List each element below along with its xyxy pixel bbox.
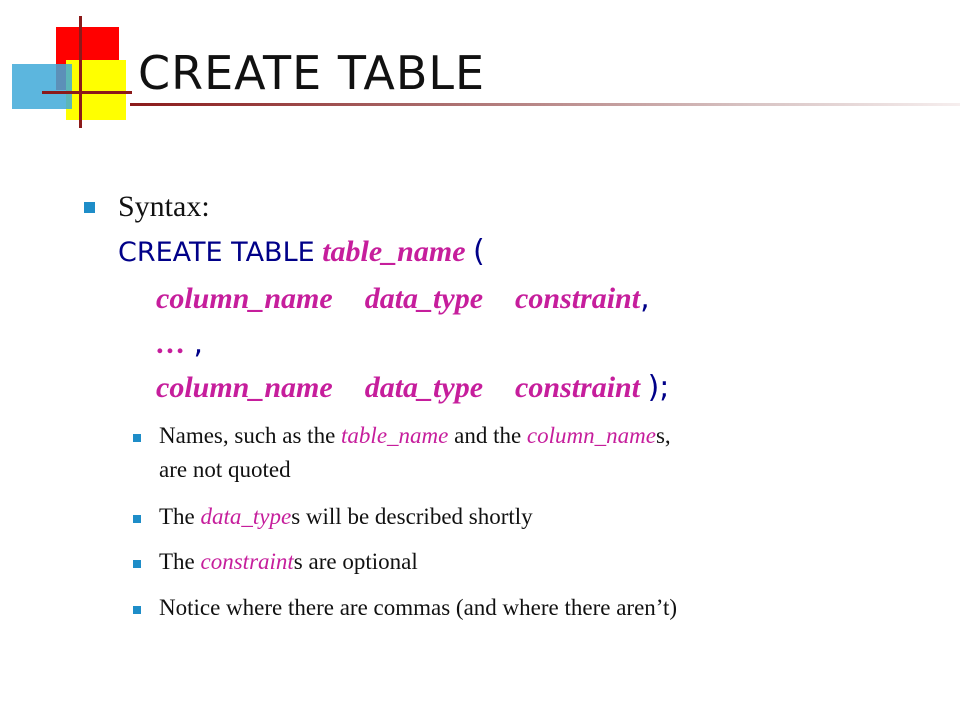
slide-title: CREATE TABLE <box>138 46 486 100</box>
sub-bullet-icon <box>133 560 141 568</box>
syntax-create-line <box>118 234 485 269</box>
sub-bullet-constraints <box>159 549 418 575</box>
names-text-mid: and the <box>448 423 527 448</box>
table-name-placeholder: table_name <box>322 235 466 268</box>
data-types-text-post: s will be described shortly <box>291 504 533 529</box>
column-name-placeholder: column_name <box>156 371 333 404</box>
bullet-icon <box>84 202 95 213</box>
close-paren-semicolon: ); <box>647 370 670 405</box>
comma: , <box>640 281 650 316</box>
comma: , <box>193 326 204 361</box>
column-name-placeholder: column_name <box>156 282 333 315</box>
sub-bullet-icon <box>133 515 141 523</box>
constraint-placeholder: constraint <box>515 282 641 315</box>
syntax-ellipsis-line <box>156 326 203 361</box>
data-type-placeholder: data_type <box>364 282 484 315</box>
constraints-text-post: s are optional <box>293 549 418 574</box>
ellipsis: … <box>156 327 186 360</box>
syntax-column-line-2 <box>156 370 669 405</box>
data-type-placeholder: data_type <box>364 371 484 404</box>
create-table-keyword: CREATE TABLE <box>118 237 315 268</box>
data-type-ref: data_type <box>200 504 292 529</box>
sub-bullet-commas: Notice where there are commas (and where there aren’t) <box>159 595 678 620</box>
table-name-ref: table_name <box>341 423 449 448</box>
column-name-ref: column_name <box>526 423 656 448</box>
sub-bullet-icon <box>133 606 141 614</box>
constraints-text-pre: The <box>159 549 201 574</box>
syntax-column-line-1 <box>156 281 650 316</box>
constraint-placeholder: constraint <box>515 371 641 404</box>
names-text-post: s, <box>655 423 671 448</box>
sub-bullet-icon <box>133 434 141 442</box>
data-types-text-pre: The <box>159 504 201 529</box>
sub-bullet-names-line1 <box>159 423 671 449</box>
names-text-pre: Names, such as the <box>159 423 342 448</box>
constraint-ref: constraint <box>200 549 294 574</box>
sub-bullet-names-line2: are not quoted <box>159 457 291 482</box>
sub-bullet-data-types <box>159 504 533 530</box>
syntax-label: Syntax: <box>118 190 210 223</box>
open-paren: ( <box>473 234 485 269</box>
